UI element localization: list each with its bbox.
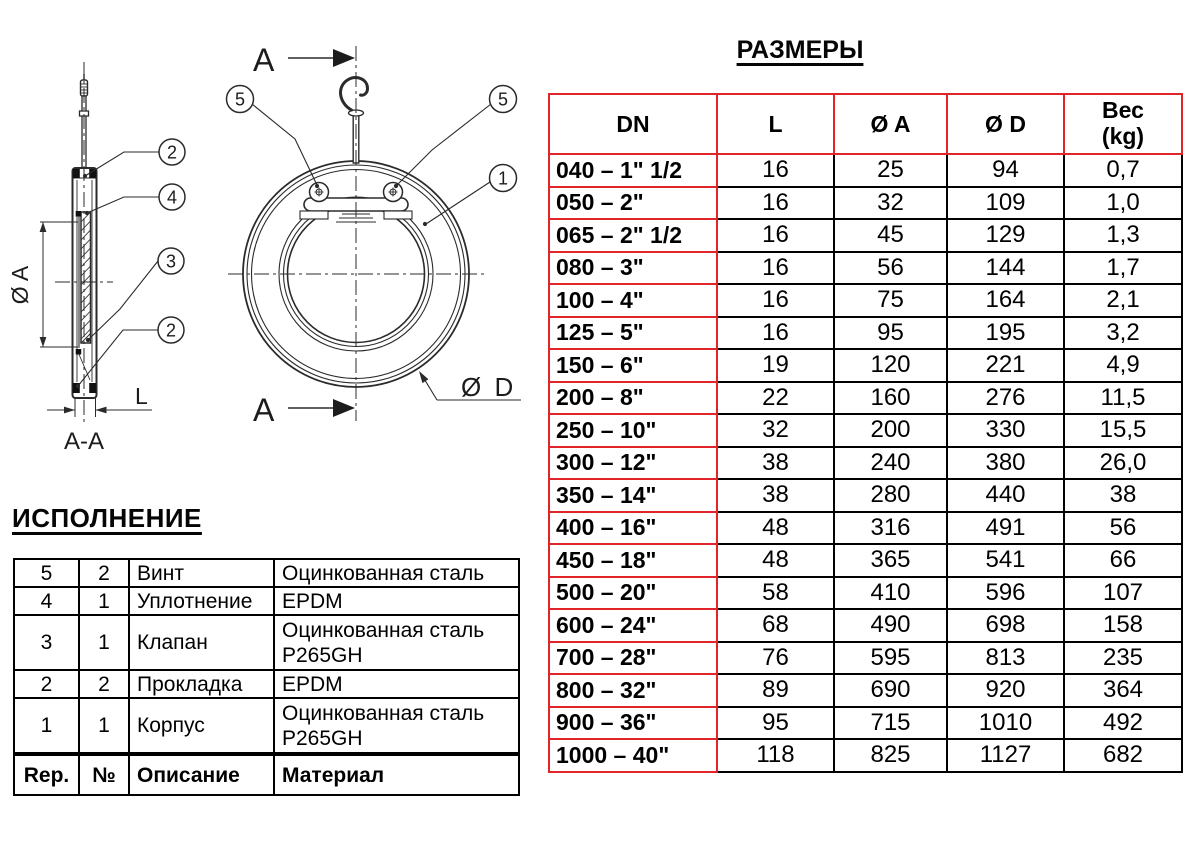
diameter-a-value: 410	[835, 578, 948, 611]
part-rep: 1	[13, 699, 80, 754]
l-value: 95	[718, 708, 835, 741]
valve-disc-hatched	[81, 212, 91, 343]
l-value: 16	[718, 253, 835, 286]
weight-value: 235	[1065, 643, 1183, 676]
dn-value: 600 – 24"	[548, 610, 718, 643]
weight-value: 38	[1065, 480, 1183, 513]
balloon-5-left: 5	[234, 89, 246, 110]
dn-value: 700 – 28"	[548, 643, 718, 676]
diameter-d-value: 129	[948, 220, 1065, 253]
parts-col-description: Описание	[130, 754, 275, 796]
dimensions-table-title: РАЗМЕРЫ	[736, 36, 864, 64]
weight-value: 492	[1065, 708, 1183, 741]
part-material: Оцинкованная сталь	[275, 558, 520, 588]
dimensions-row	[548, 675, 1183, 708]
l-value: 16	[718, 220, 835, 253]
diameter-a-value: 95	[835, 318, 948, 351]
diameter-d-value: 276	[948, 383, 1065, 416]
diameter-d-value: 195	[948, 318, 1065, 351]
diameter-d-value: 698	[948, 610, 1065, 643]
diameter-d-value: 491	[948, 513, 1065, 546]
diameter-a-value: 160	[835, 383, 948, 416]
side-section-view	[7, 62, 185, 455]
dn-value: 500 – 20"	[548, 578, 718, 611]
l-value: 48	[718, 513, 835, 546]
l-value: 58	[718, 578, 835, 611]
parts-col-material: Материал	[275, 754, 520, 796]
balloon-3: 3	[165, 251, 177, 272]
diameter-a-value: 825	[835, 740, 948, 773]
l-value: 38	[718, 480, 835, 513]
diameter-a-value: 25	[835, 155, 948, 188]
l-value: 22	[718, 383, 835, 416]
part-rep: 2	[13, 671, 80, 699]
part-material: EPDM	[275, 671, 520, 699]
part-description: Прокладка	[130, 671, 275, 699]
diameter-d-value: 920	[948, 675, 1065, 708]
dimensions-row	[548, 708, 1183, 741]
diameter-d-value: 380	[948, 448, 1065, 481]
diameter-d-value: 164	[948, 285, 1065, 318]
screw-right	[384, 183, 403, 202]
part-description: Корпус	[130, 699, 275, 754]
part-rep: 4	[13, 588, 80, 616]
diameter-a-value: 56	[835, 253, 948, 286]
header-diameter-a: Ø A	[835, 93, 948, 155]
dimensions-row	[548, 415, 1183, 448]
dimensions-row	[548, 188, 1183, 221]
diameter-d-value: 596	[948, 578, 1065, 611]
weight-value: 26,0	[1065, 448, 1183, 481]
dn-value: 1000 – 40"	[548, 740, 718, 773]
weight-value: 2,1	[1065, 285, 1183, 318]
weight-value: 364	[1065, 675, 1183, 708]
l-value: 76	[718, 643, 835, 676]
section-arrow-top	[288, 49, 355, 67]
diameter-d-value: 1127	[948, 740, 1065, 773]
dn-value: 400 – 16"	[548, 513, 718, 546]
weight-value: 56	[1065, 513, 1183, 546]
balloon-5-right: 5	[497, 89, 509, 110]
part-description: Уплотнение	[130, 588, 275, 616]
diameter-d-value: 813	[948, 643, 1065, 676]
parts-row	[13, 588, 520, 616]
dn-value: 150 – 6"	[548, 350, 718, 383]
dimensions-row	[548, 545, 1183, 578]
l-value: 16	[718, 318, 835, 351]
dimensions-row	[548, 643, 1183, 676]
section-view-label: A-A	[64, 428, 105, 455]
dn-value: 300 – 12"	[548, 448, 718, 481]
dn-value: 800 – 32"	[548, 675, 718, 708]
balloon-4: 4	[166, 187, 178, 208]
parts-row	[13, 616, 520, 671]
parts-table-title: ИСПОЛНЕНИЕ	[12, 503, 202, 533]
balloon-2-bottom: 2	[165, 320, 177, 341]
weight-value: 66	[1065, 545, 1183, 578]
diameter-a-value: 365	[835, 545, 948, 578]
part-qty: 1	[80, 699, 130, 754]
dim-d-label: Ø D	[461, 372, 517, 402]
diameter-a-value: 690	[835, 675, 948, 708]
part-material: Оцинкованная сталь P265GH	[275, 699, 520, 754]
dn-value: 200 – 8"	[548, 383, 718, 416]
parts-header-row	[13, 754, 520, 796]
diameter-a-value: 45	[835, 220, 948, 253]
dimensions-table-body	[548, 155, 1183, 773]
dimensions-row	[548, 253, 1183, 286]
side-balloons	[158, 139, 185, 343]
diameter-a-value: 715	[835, 708, 948, 741]
part-qty: 1	[80, 616, 130, 671]
l-value: 48	[718, 545, 835, 578]
part-qty: 2	[80, 671, 130, 699]
l-value: 32	[718, 415, 835, 448]
part-description: Винт	[130, 558, 275, 588]
l-value: 16	[718, 285, 835, 318]
l-value: 89	[718, 675, 835, 708]
diameter-a-value: 316	[835, 513, 948, 546]
weight-value: 1,7	[1065, 253, 1183, 286]
dn-value: 450 – 18"	[548, 545, 718, 578]
dn-value: 040 – 1" 1/2	[548, 155, 718, 188]
weight-value: 107	[1065, 578, 1183, 611]
dimensions-table	[548, 93, 1183, 773]
dimensions-header-row	[548, 93, 1183, 155]
dn-value: 100 – 4"	[548, 285, 718, 318]
header-diameter-d: Ø D	[948, 93, 1065, 155]
dimensions-row	[548, 155, 1183, 188]
l-value: 16	[718, 155, 835, 188]
dimensions-row	[548, 318, 1183, 351]
parts-row	[13, 558, 520, 588]
dimensions-row	[548, 285, 1183, 318]
diameter-a-value: 200	[835, 415, 948, 448]
l-value: 38	[718, 448, 835, 481]
dimensions-row	[548, 578, 1183, 611]
part-material: Оцинкованная сталь P265GH	[275, 616, 520, 671]
dim-a-label: Ø A	[7, 265, 33, 305]
front-view	[227, 42, 522, 428]
dimensions-row	[548, 610, 1183, 643]
diameter-d-value: 144	[948, 253, 1065, 286]
parts-row	[13, 699, 520, 754]
dn-value: 065 – 2" 1/2	[548, 220, 718, 253]
dim-l-label: L	[135, 383, 148, 409]
diameter-d-value: 440	[948, 480, 1065, 513]
dn-value: 900 – 36"	[548, 708, 718, 741]
parts-table-body	[13, 558, 520, 754]
part-qty: 1	[80, 588, 130, 616]
diameter-d-value: 94	[948, 155, 1065, 188]
weight-value: 1,0	[1065, 188, 1183, 221]
dimensions-row	[548, 513, 1183, 546]
parts-col-qty: №	[80, 754, 130, 796]
header-weight-text: Вес (kg)	[1101, 97, 1145, 149]
diameter-a-value: 240	[835, 448, 948, 481]
dimensions-row	[548, 220, 1183, 253]
diameter-d-value: 221	[948, 350, 1065, 383]
header-l: L	[718, 93, 835, 155]
dn-value: 050 – 2"	[548, 188, 718, 221]
dimensions-row	[548, 480, 1183, 513]
l-value: 118	[718, 740, 835, 773]
weight-value: 15,5	[1065, 415, 1183, 448]
valve-technical-drawing	[0, 0, 545, 470]
dimensions-row	[548, 383, 1183, 416]
diameter-d-value: 1010	[948, 708, 1065, 741]
weight-value: 0,7	[1065, 155, 1183, 188]
front-balloons	[227, 86, 517, 192]
diameter-a-value: 595	[835, 643, 948, 676]
parts-col-rep: Rep.	[13, 754, 80, 796]
l-value: 16	[718, 188, 835, 221]
dimensions-row	[548, 350, 1183, 383]
diameter-a-value: 32	[835, 188, 948, 221]
weight-value: 4,9	[1065, 350, 1183, 383]
part-material: EPDM	[275, 588, 520, 616]
diameter-a-value: 280	[835, 480, 948, 513]
weight-value: 158	[1065, 610, 1183, 643]
dn-value: 250 – 10"	[548, 415, 718, 448]
parts-table	[13, 558, 520, 796]
l-value: 19	[718, 350, 835, 383]
section-arrow-bottom	[288, 399, 355, 417]
header-dn: DN	[548, 93, 718, 155]
part-qty: 2	[80, 558, 130, 588]
section-arrow-top-label: A	[253, 42, 275, 78]
dimensions-row	[548, 740, 1183, 773]
l-value: 68	[718, 610, 835, 643]
part-rep: 5	[13, 558, 80, 588]
part-rep: 3	[13, 616, 80, 671]
diameter-d-value: 541	[948, 545, 1065, 578]
dimensions-row	[548, 448, 1183, 481]
diameter-a-value: 120	[835, 350, 948, 383]
diameter-d-value: 109	[948, 188, 1065, 221]
header-weight	[1065, 93, 1183, 155]
section-arrow-bottom-label: A	[253, 392, 275, 428]
dn-value: 125 – 5"	[548, 318, 718, 351]
hanging-hook	[341, 78, 368, 163]
parts-row	[13, 671, 520, 699]
diameter-a-value: 490	[835, 610, 948, 643]
diameter-a-value: 75	[835, 285, 948, 318]
dn-value: 080 – 3"	[548, 253, 718, 286]
diameter-d-value: 330	[948, 415, 1065, 448]
balloon-2-top: 2	[166, 142, 178, 163]
screw-left	[310, 183, 329, 202]
weight-value: 3,2	[1065, 318, 1183, 351]
dn-value: 350 – 14"	[548, 480, 718, 513]
weight-value: 11,5	[1065, 383, 1183, 416]
weight-value: 682	[1065, 740, 1183, 773]
weight-value: 1,3	[1065, 220, 1183, 253]
part-description: Клапан	[130, 616, 275, 671]
front-centerlines	[228, 46, 488, 421]
balloon-1: 1	[497, 168, 509, 189]
